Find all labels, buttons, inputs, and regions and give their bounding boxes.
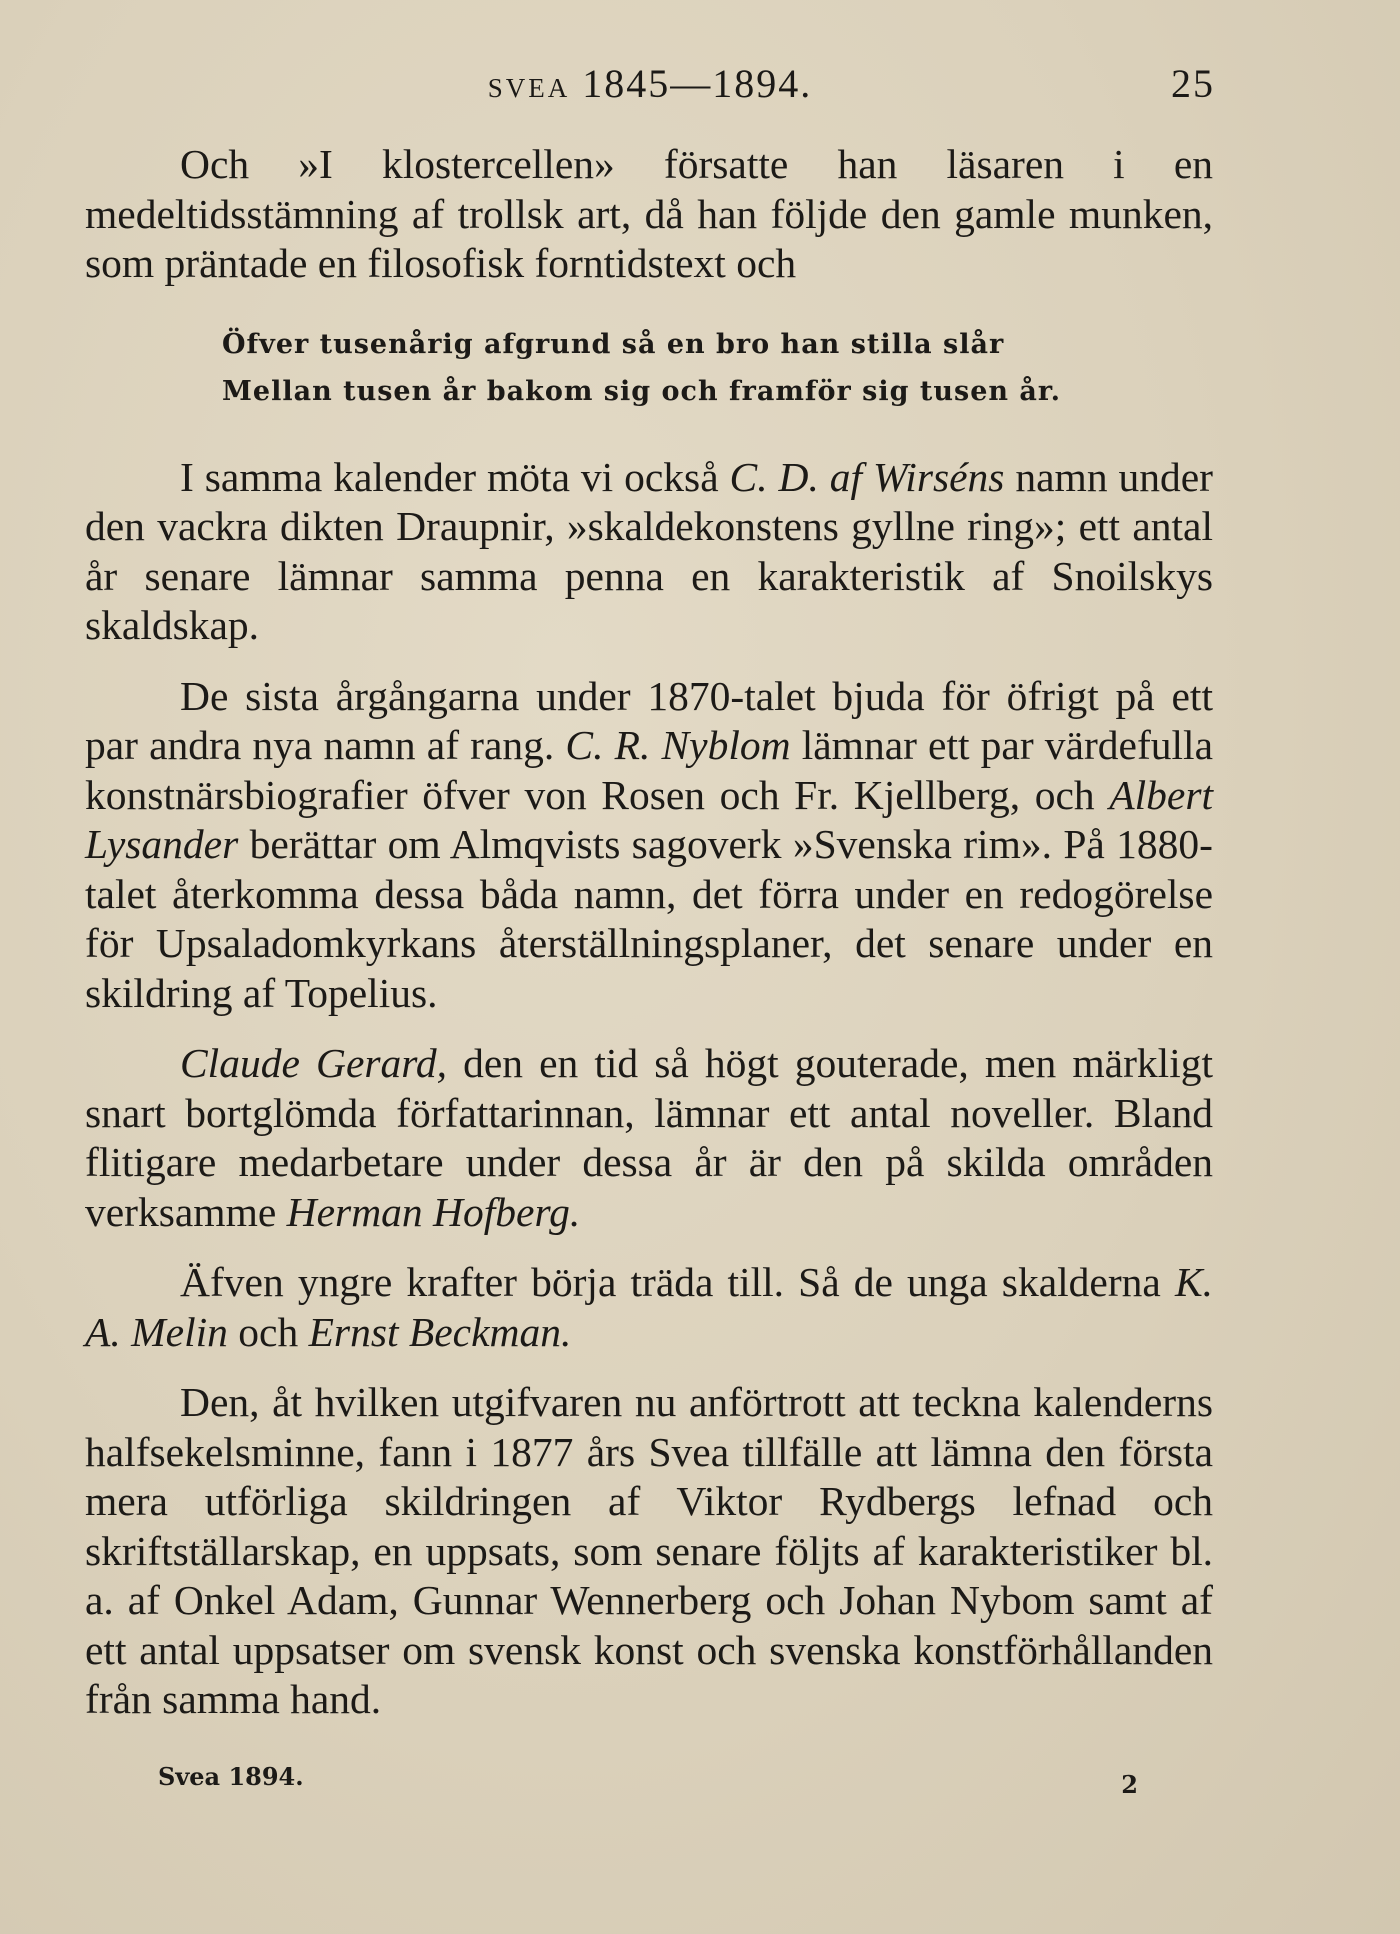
running-title-years: 1845—1894. [582,61,813,106]
running-title-prefix: SVEA [487,73,571,103]
paragraph-2-text-a: I samma kalender möta vi också [180,453,730,500]
author-name-wirsen: C. D. af Wirséns [729,453,1005,500]
body-text [85,140,1213,1725]
author-name-hofberg: Herman Hofberg. [286,1188,581,1235]
paragraph-6: Den, åt hvilken utgifvaren nu anförtrott att teckna kalenderns halfsekelsminne, fann i 1877 års Svea tillfälle att lämna den första mera utförliga skildringen af Viktor Rydbergs lefnad och skriftställarskap, en uppsats, som senare följts af karakteristiker bl. a. af Onkel Adam, Gunnar Wennerberg och Johan Nybom samt af ett antal uppsatser om svensk konst och svenska konstförhållanden från samma hand. [85,1379,1213,1722]
paragraph-2-text-b: namn under den vackra dikten Draupnir, »skaldekonstens gyllne ring»; ett antal år senare lämnar samma penna en karakteristik af Snoilskys skaldskap. [85,453,1213,648]
poem-quote [222,321,1213,415]
author-name-beckman: Ernst Beckman. [308,1308,572,1355]
poem-line-2: Mellan tusen år bakom sig och framför sig tusen år. [222,375,1062,407]
sheet-number: 2 [1121,1770,1138,1799]
paragraph-5-text-b: och [227,1308,309,1355]
paragraph-3 [85,672,1213,1019]
paragraph-5-text-a: Äfven yngre krafter börja träda till. Så de unga skalderna [180,1259,1175,1305]
author-name-gerard: Claude Gerard, [180,1040,447,1086]
running-title [85,60,1215,107]
printer-signature: Svea 1894. [158,1762,304,1791]
paragraph-4-text-a: den en tid så högt gouterade, men märkligt snart bortglömda författarinnan, lämnar ett antal noveller. Bland flitigare medarbetare under dessa år är den på skilda områden verksamme [85,1040,1214,1235]
author-name-lysander: Albert Lysander [85,771,1213,867]
paragraph-3-text-c: berättar om Almqvists sagoverk »Svenska rim». På 1880-talet återkomma dessa båda namn, det förra under en redogörelse för Upsaladomkyrkans återställningsplaner, det senare under en skildring af Topelius. [85,821,1213,1016]
paragraph-2 [85,453,1213,651]
paragraph-3-text-a: De sista årgångarna under 1870-talet bjuda för öfrigt på ett par andra nya namn af rang. [85,672,1213,768]
author-name-melin: K. A. Melin [85,1259,1213,1355]
author-name-nyblom: C. R. Nyblom [565,722,791,768]
page-header [85,60,1215,110]
paragraph-5 [85,1258,1213,1357]
paragraph-1: Och »I klostercellen» försatte han läsaren i en medeltidsstämning af trollsk art, då han följde den gamle munken, som präntade en filosofisk forntidstext och [85,141,1213,286]
poem-line-1: Öfver tusenårig afgrund så en bro han stilla slår [222,328,1005,360]
paragraph-4 [85,1039,1213,1237]
paragraph-3-text-b: lämnar ett par värdefulla konstnärsbiografier öfver von Rosen och Fr. Kjellberg, och [85,722,1214,818]
page-number: 25 [1171,61,1215,106]
